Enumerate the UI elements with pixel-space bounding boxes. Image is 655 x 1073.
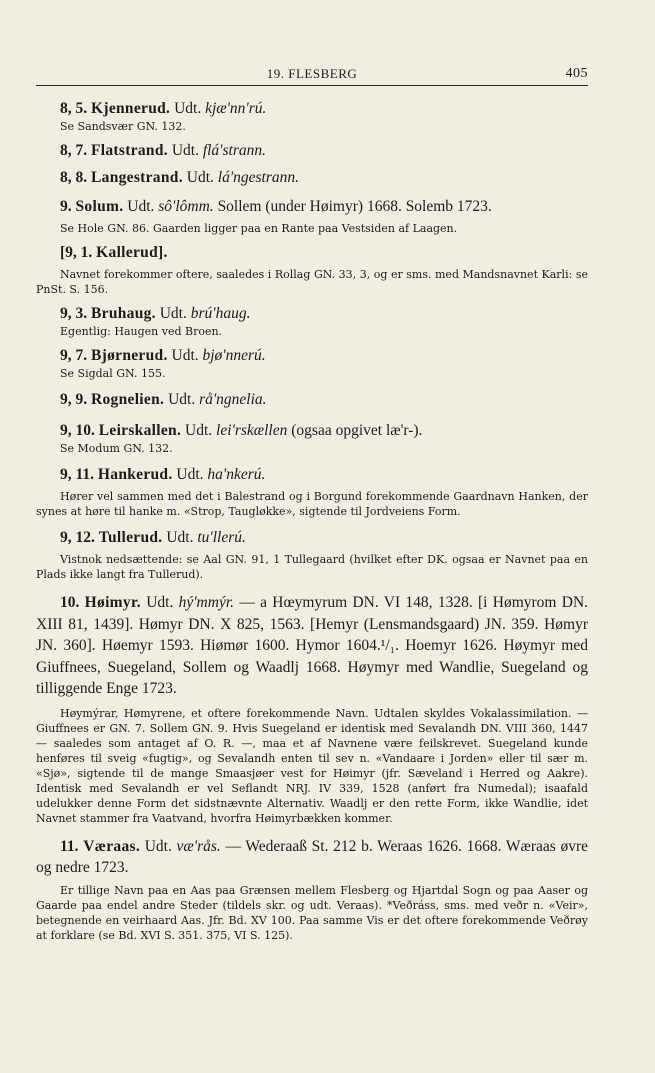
- entry-heading-main: 11. Væraas. Udt. væ'rås. — Wederaaß St. 212 b. Weraas 1626. 1668. Wæraas øvre og nedre 1723.: [36, 837, 589, 876]
- entry-note: Se Sigdal GN. 155.: [60, 367, 166, 380]
- entry-note: Egentlig: Haugen ved Broen.: [60, 325, 223, 338]
- page-header: [36, 64, 588, 84]
- entry-note: Se Modum GN. 132.: [60, 442, 173, 455]
- entry-note: Navnet forekommer oftere, saaledes i Rollag GN. 33, 3, og er sms. med Mandsnavnet Karli: se PnSt. S. 156.: [36, 268, 588, 296]
- entry-heading: 8, 5. Kjennerud. Udt. kjæ'nn'rú.: [60, 100, 267, 117]
- entry-heading: 8, 8. Langestrand. Udt. lá'ngestrann.: [60, 169, 300, 186]
- header-rule: [36, 85, 588, 86]
- entry-note: Hører vel sammen med det i Balestrand og i Borgund forekommende Gaardnavn Hanken, der synes at høre til hanke m. «Strop, Taugløkke», sigtende til Jordveiens Form.: [36, 490, 588, 518]
- entry-note: Vistnok nedsættende: se Aal GN. 91, 1 Tullegaard (hvilket efter DK. ogsaa er Navnet paa en Plads ikke langt fra Tullerud).: [36, 553, 588, 581]
- entry-heading: 9. Solum. Udt. sô'lômm. Sollem (under Høimyr) 1668. Solemb 1723.: [60, 198, 492, 215]
- entry-heading: 9, 11. Hankerud. Udt. ha'nkerú.: [60, 466, 266, 483]
- entry-heading: 8, 7. Flatstrand. Udt. flá'strann.: [60, 142, 266, 159]
- entry-heading: 9, 10. Leirskallen. Udt. lei'rskællen (ogsaa opgivet læ'r-).: [60, 422, 423, 439]
- entry-heading-main: 10. Høimyr. Udt. hý'mmýr. — a Hœymyrum DN. VI 148, 1328. [i Hømyrom DN. XIII 81, 1439]. Hømyr DN. X 825, 1563. [Hemyr (Lensmandsgaard) JN. 359. Hømyr JN. 360]. Høemyr 1593. Hiømør 1600. Hymor 1604.¹/₁. Hoemyr 1626. Høymyr med Giuffnees, Suegeland, Sollem og Waadlj 1668. Høymyr med Wandlie, Suegeland og tilliggende Enge 1723.: [36, 594, 589, 697]
- page-content: [36, 98, 588, 943]
- entry-heading: 9, 7. Bjørnerud. Udt. bjø'nnerú.: [60, 347, 266, 364]
- entry-heading: [9, 1. Kallerud].: [60, 244, 168, 261]
- entry-note: Er tillige Navn paa en Aas paa Grænsen mellem Flesberg og Hjartdal Sogn og paa Aaser og Gaarde paa endel andre Steder (tildels skr. og udt. Veraas). *Veðráss, sms. med veðr n. «Veir», betegnende en veirhaard Aas. Jfr. Bd. XV 100. Paa samme Vis er det oftere forekommende Veðrøy at forklare (se Bd. XVI S. 351. 375, VI S. 125).: [36, 883, 588, 942]
- running-title: 19. FLESBERG: [266, 66, 358, 81]
- entry-heading: 9, 3. Bruhaug. Udt. brú'haug.: [60, 305, 251, 322]
- entry-note: Se Hole GN. 86. Gaarden ligger paa en Rante paa Vestsiden af Laagen.: [60, 222, 458, 235]
- entry-note: Høymýrar, Hømyrene, et oftere forekommende Navn. Udtalen skyldes Vokalassimilation. — Giuffnees er GN. 7. Sollem GN. 9. Hvis Suegeland er identisk med Sevalandh DN. VIII 360, 1447 — saaledes som antaget af O. R. —, maa et af Navnene være feilskrevet. Suegeland kunde henføres til sveig «fugtig», og Sevalandh enten til sev n. «Vandaare i Jorden» eller til sær m. «Sjø», sigtende til de mange Smaasjøer vest for Høimyr (jfr. Sæveland i Herred og Aakre). Identisk med Sevalandh er vel Seflandt NRJ. IV 339, 1528 (anført fra Numedal); isaafald udelukker denne Form det sidstnævnte Alternativ. Waadlj er den rette Form, ikke Wandlie, idet Navnet stammer fra Vaatvand, hvorfra Høimyrbækken kommer.: [36, 706, 588, 825]
- entry-note: Se Sandsvær GN. 132.: [60, 120, 186, 133]
- page-number: 405: [565, 66, 588, 81]
- entry-heading: 9, 12. Tullerud. Udt. tu'llerú.: [60, 529, 246, 546]
- entry-heading: 9, 9. Rognelien. Udt. rå'ngnelia.: [60, 391, 267, 408]
